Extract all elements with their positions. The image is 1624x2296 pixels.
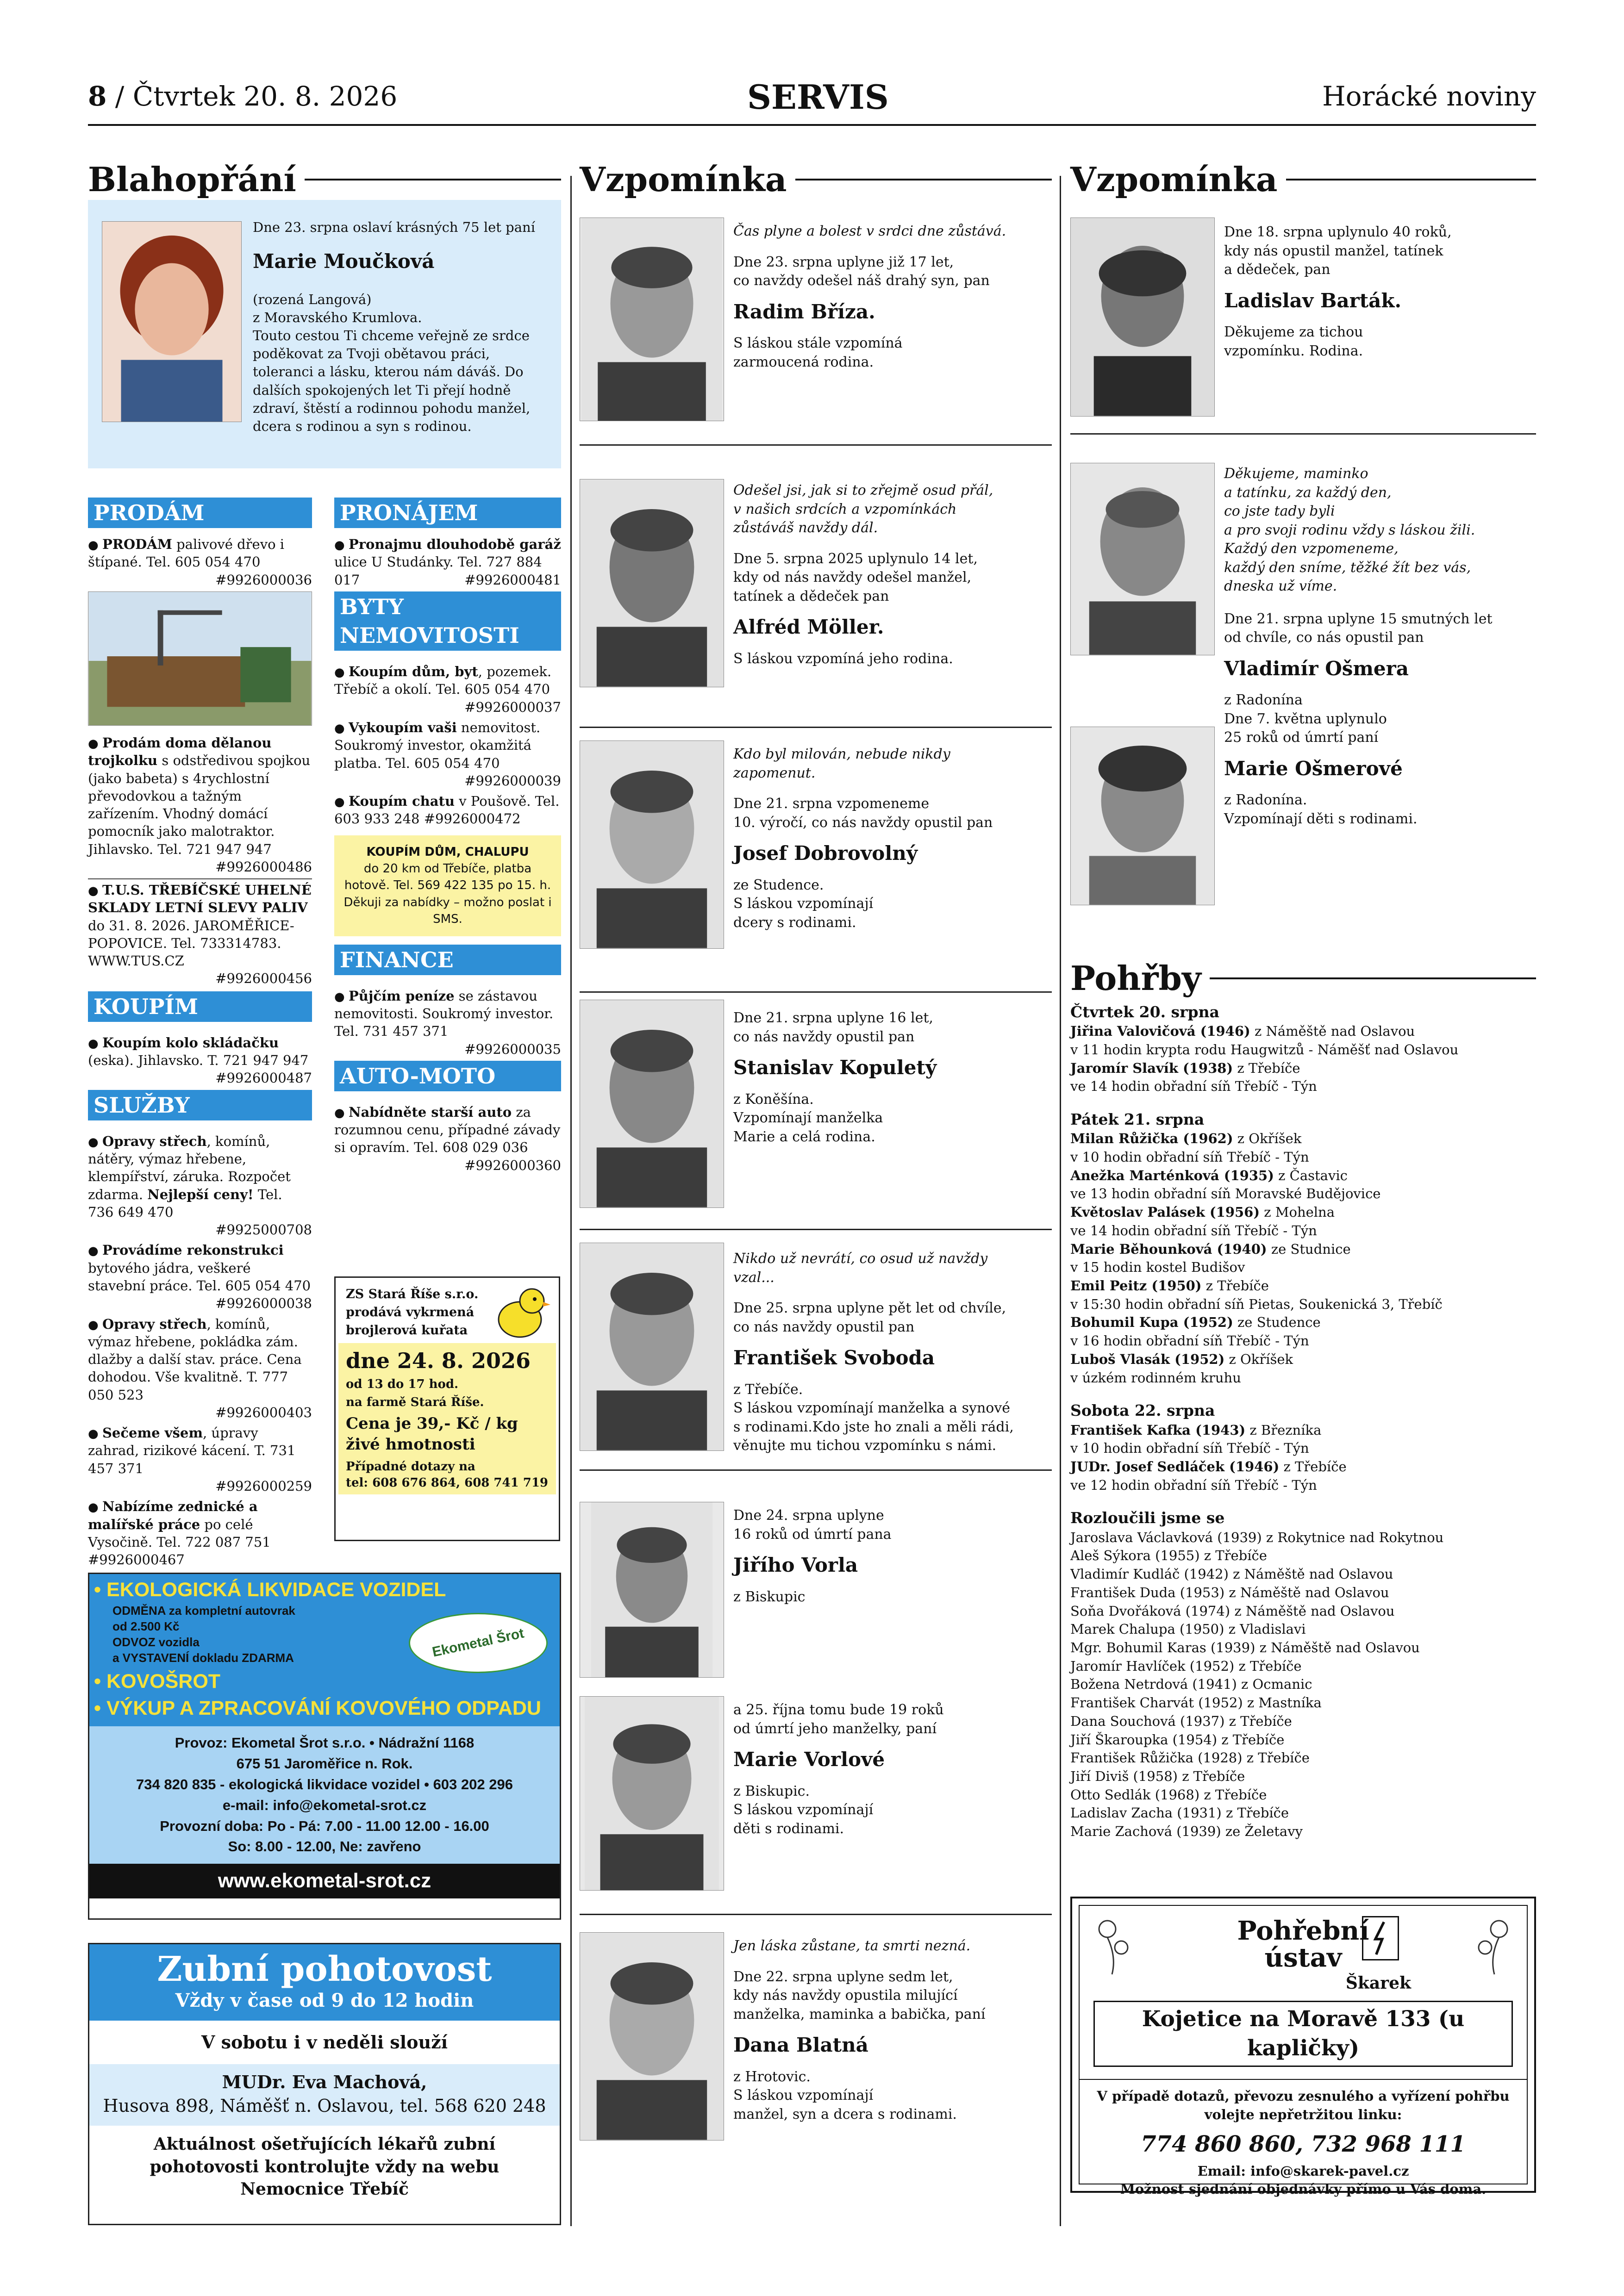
memorial-entry [733, 1701, 1030, 1838]
memorial-motto: Odešel jsi, jak si to zřejmě osud přál, v našich srdcích a vzpomínkách zůstáváš navždy dál. [733, 482, 993, 536]
farewell-entry: Otto Sedlák (1968) z Třebíče [1070, 1786, 1267, 1803]
page-number: 8 [88, 81, 107, 112]
memorial-intro: Dne 22. srpna uplyne sedm let, kdy nás navždy opustila milující manželka, maminka a babička, paní [733, 1968, 986, 2022]
ad-pronajem-garaz: ● Pronajmu dlouhodobě garáž ulice U Studánky. Tel. 727 884 017 #9926000481 [334, 536, 561, 588]
dental-address: Husova 898, Náměšť n. Oslavou, tel. 568 620 248 [103, 2095, 546, 2116]
memorial-outro-2: z Radonína. Vzpomínají děti s rodinami. [1224, 792, 1418, 827]
ekometal-email: e-mail: info@ekometal-srot.cz [222, 1797, 427, 1813]
memorial-photo [580, 1696, 724, 1891]
memorial-outro: z Radonína Dne 7. května uplynulo 25 roků od úmrtí paní [1224, 692, 1387, 746]
funeral-entry-info: v 15:30 hodin obřadní síň Pietas, Soukenická 3, Třebíč [1070, 1296, 1443, 1312]
ekometal-headline-3: • VÝKUP A ZPRACOVÁNÍ KOVOVÉHO ODPADU [89, 1695, 560, 1726]
flower-left-icon [1089, 1910, 1140, 1975]
memorial-separator [580, 1469, 1052, 1471]
classifieds-col-b [334, 498, 561, 1177]
funeral-entry-info: v úzkém rodinném kruhu [1070, 1369, 1241, 1386]
memorial-intro: Dne 21. srpna uplyne 16 let, co nás navždy opustil pan [733, 1010, 933, 1045]
firewood-truck-photo [88, 591, 312, 726]
funeral-home-email: Email: info@skarek-pavel.cz [1197, 2163, 1409, 2179]
ad-sluzby-5: ● Nabízíme zednické a malířské práce po celé Vysočině. Tel. 722 087 751 #9926000467 [88, 1499, 271, 1568]
funeral-entry-info: ve 14 hodin obřadní síň Třebíč - Týn [1070, 1078, 1317, 1095]
farewell-entry: Jiří Diviš (1958) z Třebíče [1070, 1768, 1245, 1784]
column-divider [1060, 176, 1061, 2226]
memorial-photo-osmera [1070, 463, 1215, 655]
funeral-home-phones: 774 860 860, 732 968 111 [1141, 2131, 1466, 2157]
memorial-outro: z Třebíče. S láskou vzpomínají manželka a synové s rodinami.Kdo jste ho znali a měli rádi, věnujte mu tichou vzpomínku s námi. [733, 1381, 1014, 1454]
farewell-entry: Ladislav Zacha (1931) z Třebíče [1070, 1805, 1289, 1821]
ekometal-hours-weekend: So: 8.00 - 12.00, Ne: zavřeno [228, 1838, 421, 1855]
section-title: SERVIS [747, 77, 889, 117]
chick-ad-live: živé hmotnosti [346, 1435, 475, 1454]
memorial-intro: Dne 25. srpna uplyne pět let od chvíle, co nás navždy opustil pan [733, 1300, 1006, 1335]
memorial-entry [733, 745, 1030, 932]
ekometal-address-2: 675 51 Jaroměřice n. Rok. [236, 1755, 413, 1772]
category-koupim: KOUPÍM [88, 991, 312, 1022]
memorial-motto: Nikdo už nevrátí, co osud už navždy vzal... [733, 1251, 988, 1286]
congrats-photo [102, 221, 242, 422]
dental-weekend: V sobotu i v neděli slouží [201, 2031, 448, 2053]
funeral-home-title-1: Pohřební [1237, 1916, 1369, 1946]
memorial-entry [733, 1009, 1030, 1146]
ekometal-headline-2: • KOVOŠROT [89, 1668, 560, 1695]
section-heading-vzpominka: Vzpomínka [580, 157, 1052, 202]
farewell-entry: František Duda (1953) z Náměště nad Oslavou [1070, 1584, 1389, 1600]
funeral-home-ad [1070, 1897, 1536, 2197]
memorial-separator [580, 727, 1052, 728]
memorial-outro: S láskou vzpomíná jeho rodina. [733, 650, 953, 667]
memorial-intro: Dne 21. srpna uplyne 15 smutných let od chvíle, co nás opustil pan [1224, 610, 1493, 646]
page-number-date [88, 79, 397, 114]
ekometal-hours-weekday: Provozní doba: Po - Pá: 7.00 - 11.00 12.00 - 16.00 [160, 1817, 489, 1834]
memorial-entry [733, 1506, 1030, 1606]
issue-date: / Čtvrtek 20. 8. 2026 [106, 81, 398, 112]
chick-ad-phones: tel: 608 676 864, 608 741 719 [346, 1475, 549, 1490]
dental-emergency-box [88, 1943, 561, 2225]
ekometal-subtext: ODMĚNA za kompletní autovrak od 2.500 Kč ODVOZ vozidla a VYSTAVENÍ dokladu ZDARMA [89, 1603, 560, 1668]
farewell-entry: Marek Chalupa (1950) z Vladislavi [1070, 1621, 1306, 1637]
memorial-photo [580, 1243, 724, 1451]
chick-ad-company: ZS Stará Říše s.r.o. [346, 1287, 479, 1301]
ad-sluzby-2: ● Provádíme rekonstrukci bytového jádra, veškeré stavební práce. Tel. 605 054 470 #9926000038 [88, 1242, 312, 1312]
farewell-heading: Rozloučili jsme se [1070, 1509, 1225, 1527]
funeral-day-heading: Sobota 22. srpna [1070, 1401, 1215, 1420]
category-sluzby: SLUŽBY [88, 1090, 312, 1120]
chick-ad-date: dne 24. 8. 2026 [346, 1348, 531, 1374]
dental-title: Zubní pohotovost [157, 1949, 492, 1989]
memorial-separator [580, 1914, 1052, 1915]
memorial-separator [580, 1229, 1052, 1230]
chicken-sale-ad [334, 1276, 560, 1541]
funeral-entry-info: v 15 hodin kostel Budišov [1070, 1259, 1245, 1276]
memorial-entry [733, 481, 1030, 668]
ekometal-address-1: Provoz: Ekometal Šrot s.r.o. • Nádražní 1168 [175, 1734, 475, 1751]
memorial-name: Josef Dobrovolný [733, 842, 918, 865]
memorial-intro: Dne 18. srpna uplynulo 40 roků, kdy nás opustil manžel, tatínek a dědeček, pan [1224, 224, 1452, 278]
congrats-text-block [253, 218, 549, 436]
congrats-box [88, 200, 561, 468]
farewell-entry: Dana Souchová (1937) z Třebíče [1070, 1713, 1292, 1729]
category-auto-moto: AUTO-MOTO [334, 1061, 561, 1091]
memorial-outro: Děkujeme za tichou vzpomínku. Rodina. [1224, 324, 1363, 359]
funeral-home-owner: Škarek [1345, 1973, 1411, 1993]
chick-ad-line3: brojlerová kuřata [346, 1323, 468, 1338]
category-prodam: PRODÁM [88, 498, 312, 528]
funeral-entry-info: ve 12 hodin obřadní síň Třebíč - Týn [1070, 1477, 1317, 1493]
memorial-outro: z Biskupic. S láskou vzpomínají děti s rodinami. [733, 1783, 874, 1837]
funeral-entry: Bohumil Kupa (1952) ze Studence [1070, 1314, 1321, 1331]
column-divider [570, 176, 572, 2226]
memorial-name: Alfréd Möller. [733, 616, 884, 638]
ad-koupim-kolo: ● Koupím kolo skládačku (eska). Jihlavsko. T. 721 947 947 #9926000487 [88, 1034, 312, 1086]
funeral-day-heading: Pátek 21. srpna [1070, 1110, 1205, 1129]
ad-box-title: KOUPÍM DŮM, CHALUPU [366, 845, 529, 859]
farewell-entry: Soňa Dvořáková (1974) z Náměště nad Oslavou [1070, 1603, 1395, 1619]
memorial-intro: Dne 21. srpna vzpomeneme 10. výročí, co nás navždy opustil pan [733, 796, 993, 831]
memorial-entry [733, 1250, 1030, 1456]
section-heading-pohrby: Pohřby [1070, 956, 1536, 1001]
funeral-entry-info: v 10 hodin obřadní síň Třebíč - Týn [1070, 1149, 1309, 1165]
memorial-photo [580, 1000, 724, 1208]
memorial-separator [1070, 433, 1536, 435]
funeral-entry: Anežka Marténková (1935) z Častavic [1070, 1167, 1348, 1183]
memorial-photo-bartak [1070, 218, 1215, 417]
funeral-entry-info: v 16 hodin obřadní síň Třebíč - Týn [1070, 1333, 1309, 1349]
section-heading-vzpominka-right: Vzpomínka [1070, 157, 1536, 202]
ad-sluzby-3: ● Opravy střech, komínů, výmaz hřebene, pokládka zám. dlažby a další stav. práce. Cena dohodou. Vše kvalitně. T. 777 050 523 #9926000403 [88, 1316, 312, 1420]
funeral-entry: František Kafka (1943) z Březníka [1070, 1422, 1322, 1438]
ad-box-text: do 20 km od Třebíče, platba hotově. Tel. 569 422 135 po 15. h. Děkuji za nabídky – možno poslat i SMS. [344, 862, 552, 927]
dental-doctor: MUDr. Eva Machová, [222, 2072, 427, 2093]
funeral-entry: Jiřina Valovičová (1946) z Náměště nad Oslavou [1070, 1023, 1415, 1039]
congrats-lead: Dne 23. srpna oslaví krásných 75 let paní [253, 219, 535, 235]
memorial-name: Vladimír Ošmera [1224, 657, 1409, 680]
memorial-intro: Dne 23. srpna uplyne již 17 let, co navždy odešel náš drahý syn, pan [733, 254, 990, 289]
memorial-entry [733, 1937, 1030, 2124]
ad-prodam-drevo: ● PRODÁM palivové dřevo i štípané. Tel. 605 054 470 #9926000036 [88, 536, 312, 588]
memorial-entry [733, 222, 1030, 372]
funeral-entry-info: ve 14 hodin obřadní síň Třebíč - Týn [1070, 1222, 1317, 1238]
header-rule [88, 124, 1536, 126]
funeral-home-line1: V případě dotazů, převozu zesnulého a vyřízení pohřbu [1097, 2088, 1510, 2104]
funeral-day-heading: Čtvrtek 20. srpna [1070, 1003, 1219, 1021]
congrats-text: (rozená Langová) z Moravského Krumlova. Touto cestou Ti chceme veřejně ze srdce poděkovat za Tvoji obětavou práci, toleranci a lásku, kterou nám dáváš. Do dalších spokojených let Ti přejí hodně zdraví, štěstí a rodinnou pohodu manžel, dcera s rodinou a syn s rodinou. [253, 291, 531, 434]
funeral-emblem-icon [1362, 1916, 1399, 1960]
funeral-home-line3: Možnost sjednání objednávky přímo u Vás doma. [1120, 2181, 1487, 2197]
farewell-entry: Jaromír Havlíček (1952) z Třebíče [1070, 1658, 1302, 1674]
category-finance: FINANCE [334, 945, 561, 975]
congrats-name: Marie Moučková [253, 250, 435, 273]
ad-sluzby-4: ● Sečeme všem, úpravy zahrad, rizikové kácení. T. 731 457 371 #9926000259 [88, 1425, 312, 1494]
dental-subtitle: Vždy v čase od 9 do 12 hodin [175, 1990, 474, 2012]
farewell-entry: Vladimír Kudláč (1942) z Náměště nad Oslavou [1070, 1566, 1393, 1582]
farewell-entry: Jiří Škaroupka (1954) z Třebíče [1070, 1731, 1285, 1748]
ad-auto-1: ● Nabídněte starší auto za rozumnou cenu, případné závady si opravím. Tel. 608 029 036 #9926000360 [334, 1104, 561, 1173]
memorial-name: Radim Bříza. [733, 300, 875, 323]
memorial-photo [580, 218, 724, 421]
funeral-home-title-2: ústav [1264, 1942, 1342, 1973]
funeral-entry: Milan Růžička (1962) z Okříšek [1070, 1131, 1302, 1147]
farewell-entry: František Charvát (1952) z Mastníka [1070, 1695, 1322, 1711]
chick-ad-line2: prodává vykrmená [346, 1305, 475, 1320]
memorial-name-2: Marie Ošmerové [1224, 757, 1403, 780]
memorial-name: Jiřího Vorla [733, 1554, 858, 1576]
category-pronajem: PRONÁJEM [334, 498, 561, 528]
funeral-entry: Emil Peitz (1950) z Třebíče [1070, 1278, 1269, 1294]
ad-sluzby-1: ● Opravy střech, komínů, nátěry, výmaz hřebene, klempířství, záruka. Rozpočet zdarma. Nejlepší ceny! Tel. 736 649 470 #9925000708 [88, 1133, 312, 1238]
memorial-motto: Čas plyne a bolest v srdci dne zůstává. [733, 223, 1006, 239]
farewell-entry: František Růžička (1928) z Třebíče [1070, 1750, 1310, 1766]
farewell-entry: Aleš Sýkora (1955) z Třebíče [1070, 1548, 1267, 1564]
memorial-motto: Děkujeme, maminko a tatínku, za každý den, co jste tady byli a pro svoji rodinu vždy s láskou žili. Každý den vzpomeneme, každý den sníme, těžké žít bez vás, dneska už víme. [1224, 466, 1475, 594]
flower-right-icon [1467, 1910, 1518, 1975]
farewell-entry: Jaroslava Václavková (1939) z Rokytnice nad Rokytnou [1070, 1529, 1444, 1545]
memorial-motto: Jen láska zůstane, ta smrti nezná. [733, 1938, 971, 1954]
funeral-entry: Marie Běhounková (1940) ze Studnice [1070, 1241, 1351, 1257]
farewell-entry: Marie Zachová (1939) ze Želetavy [1070, 1823, 1303, 1840]
memorial-name: František Svoboda [733, 1346, 935, 1369]
memorial-osmera [1224, 465, 1530, 828]
memorial-intro: a 25. října tomu bude 19 roků od úmrtí jeho manželky, paní [733, 1702, 944, 1737]
memorial-name: Ladislav Barták. [1224, 289, 1402, 312]
funeral-home-line2: volejte nepřetržitou linku: [1204, 2106, 1402, 2122]
farewell-entry: Mgr. Bohumil Karas (1939) z Náměště nad Oslavou [1070, 1639, 1420, 1655]
memorial-outro: z Hrotovic. S láskou vzpomínají manžel, syn a dcera s rodinami. [733, 2068, 957, 2122]
memorial-outro: z Koněšína. Vzpomínají manželka Marie a celá rodina. [733, 1091, 883, 1145]
funeral-entry: Květoslav Palásek (1956) z Mohelna [1070, 1204, 1335, 1220]
classifieds-col-a [88, 498, 312, 1571]
memorial-separator [580, 991, 1052, 993]
ekometal-web: www.ekometal-srot.cz [89, 1864, 560, 1898]
funeral-entry: Luboš Vlasák (1952) z Okříšek [1070, 1351, 1293, 1367]
ad-koupim-dum-box [334, 835, 561, 936]
funeral-entry-info: v 11 hodin krypta rodu Haugwitzů - Náměšť nad Oslavou [1070, 1041, 1459, 1058]
ad-byty-1: ● Koupím dům, byt, pozemek. Třebíč a okolí. Tel. 605 054 470 #9926000037 [334, 664, 561, 715]
funeral-entry-info: v 10 hodin obřadní síň Třebíč - Týn [1070, 1440, 1309, 1456]
memorial-photo-osmerova [1070, 727, 1215, 905]
dental-note: Aktuálnost ošetřujících lékařů zubní pohotovosti kontrolujte vždy na webu Nemocnice Třebíč [150, 2134, 500, 2199]
ekometal-headline-1: • EKOLOGICKÁ LIKVIDACE VOZIDEL [89, 1574, 560, 1603]
chick-ad-place: na farmě Stará Říše. [346, 1395, 484, 1409]
funeral-entry: JUDr. Josef Sedláček (1946) z Třebíče [1070, 1458, 1347, 1475]
ad-byty-3: ● Koupím chatu v Poušově. Tel. 603 933 248 #9926000472 [334, 793, 560, 827]
category-byty-nemovitosti: BYTY NEMOVITOSTI [334, 591, 561, 651]
memorial-photo [580, 479, 724, 687]
chick-icon [491, 1282, 551, 1343]
memorial-photo [580, 1932, 724, 2140]
memorial-motto: Kdo byl milován, nebude nikdy zapomenut. [733, 746, 950, 781]
ekometal-phones: 734 820 835 - ekologická likvidace vozidel • 603 202 296 [136, 1776, 513, 1792]
memorial-outro: ze Studence. S láskou vzpomínají dcery s rodinami. [733, 877, 874, 931]
chick-ad-price: Cena je 39,- Kč / kg [346, 1414, 518, 1433]
funeral-entry-info: ve 13 hodin obřadní síň Moravské Budějovice [1070, 1186, 1381, 1202]
funeral-home-address: Kojetice na Moravě 133 (u kapličky) [1093, 2001, 1513, 2067]
memorial-bartak [1224, 223, 1525, 361]
ad-byty-2: ● Vykoupím vaši nemovitost. Soukromý investor, okamžitá platba. Tel. 605 054 470 #9926000039 [334, 719, 561, 789]
memorial-outro: S láskou stále vzpomíná zarmoucená rodina. [733, 335, 903, 370]
memorial-name: Marie Vorlové [733, 1748, 885, 1771]
funerals-list [1070, 1002, 1536, 1841]
ekometal-ad [88, 1573, 561, 1920]
ad-prodam-tus: ● T.U.S. TŘEBÍČSKÉ UHELNÉ SKLADY LETNÍ SLEVY PALIV do 31. 8. 2026. JAROMĚŘICE-POPOVICE. Tel. 733314783. WWW.TUS.CZ #9926000456 [88, 878, 312, 988]
memorial-photo [580, 1502, 724, 1678]
memorial-photo [580, 740, 724, 949]
chick-ad-q1: Případné dotazy na [346, 1460, 475, 1474]
ad-prodam-trojkolka: ● Prodám doma dělanou trojkolku s odstředivou spojkou (jako babeta) s 4rychlostní převodovkou a tažným zařízením. Vhodný domácí pomocník jako malotraktor. Jihlavsko. Tel. 721 947 947 #9926000486 [88, 734, 312, 875]
ad-finance-1: ● Půjčím peníze se zástavou nemovitosti. Soukromý investor. Tel. 731 457 371 #9926000035 [334, 988, 561, 1057]
farewell-entry: Božena Netrdová (1941) z Ocmanic [1070, 1676, 1312, 1692]
funeral-entry: Jaromír Slavík (1938) z Třebíče [1070, 1060, 1300, 1076]
memorial-intro: Dne 24. srpna uplyne 16 roků od úmrtí pana [733, 1507, 892, 1543]
newspaper-name: Horácké noviny [1322, 81, 1536, 112]
chick-ad-time: od 13 do 17 hod. [346, 1377, 459, 1391]
ekometal-logo: Ekometal Šrot [409, 1613, 548, 1673]
section-heading-blahoprani: Blahopřání [88, 157, 561, 202]
memorial-name: Dana Blatná [733, 2034, 868, 2056]
memorial-intro: Dne 5. srpna 2025 uplynulo 14 let, kdy od nás navždy odešel manžel, tatínek a dědeček pan [733, 550, 978, 604]
memorial-outro: z Biskupic [733, 1588, 806, 1605]
memorial-name: Stanislav Kopuletý [733, 1056, 937, 1079]
memorial-separator [580, 444, 1052, 446]
